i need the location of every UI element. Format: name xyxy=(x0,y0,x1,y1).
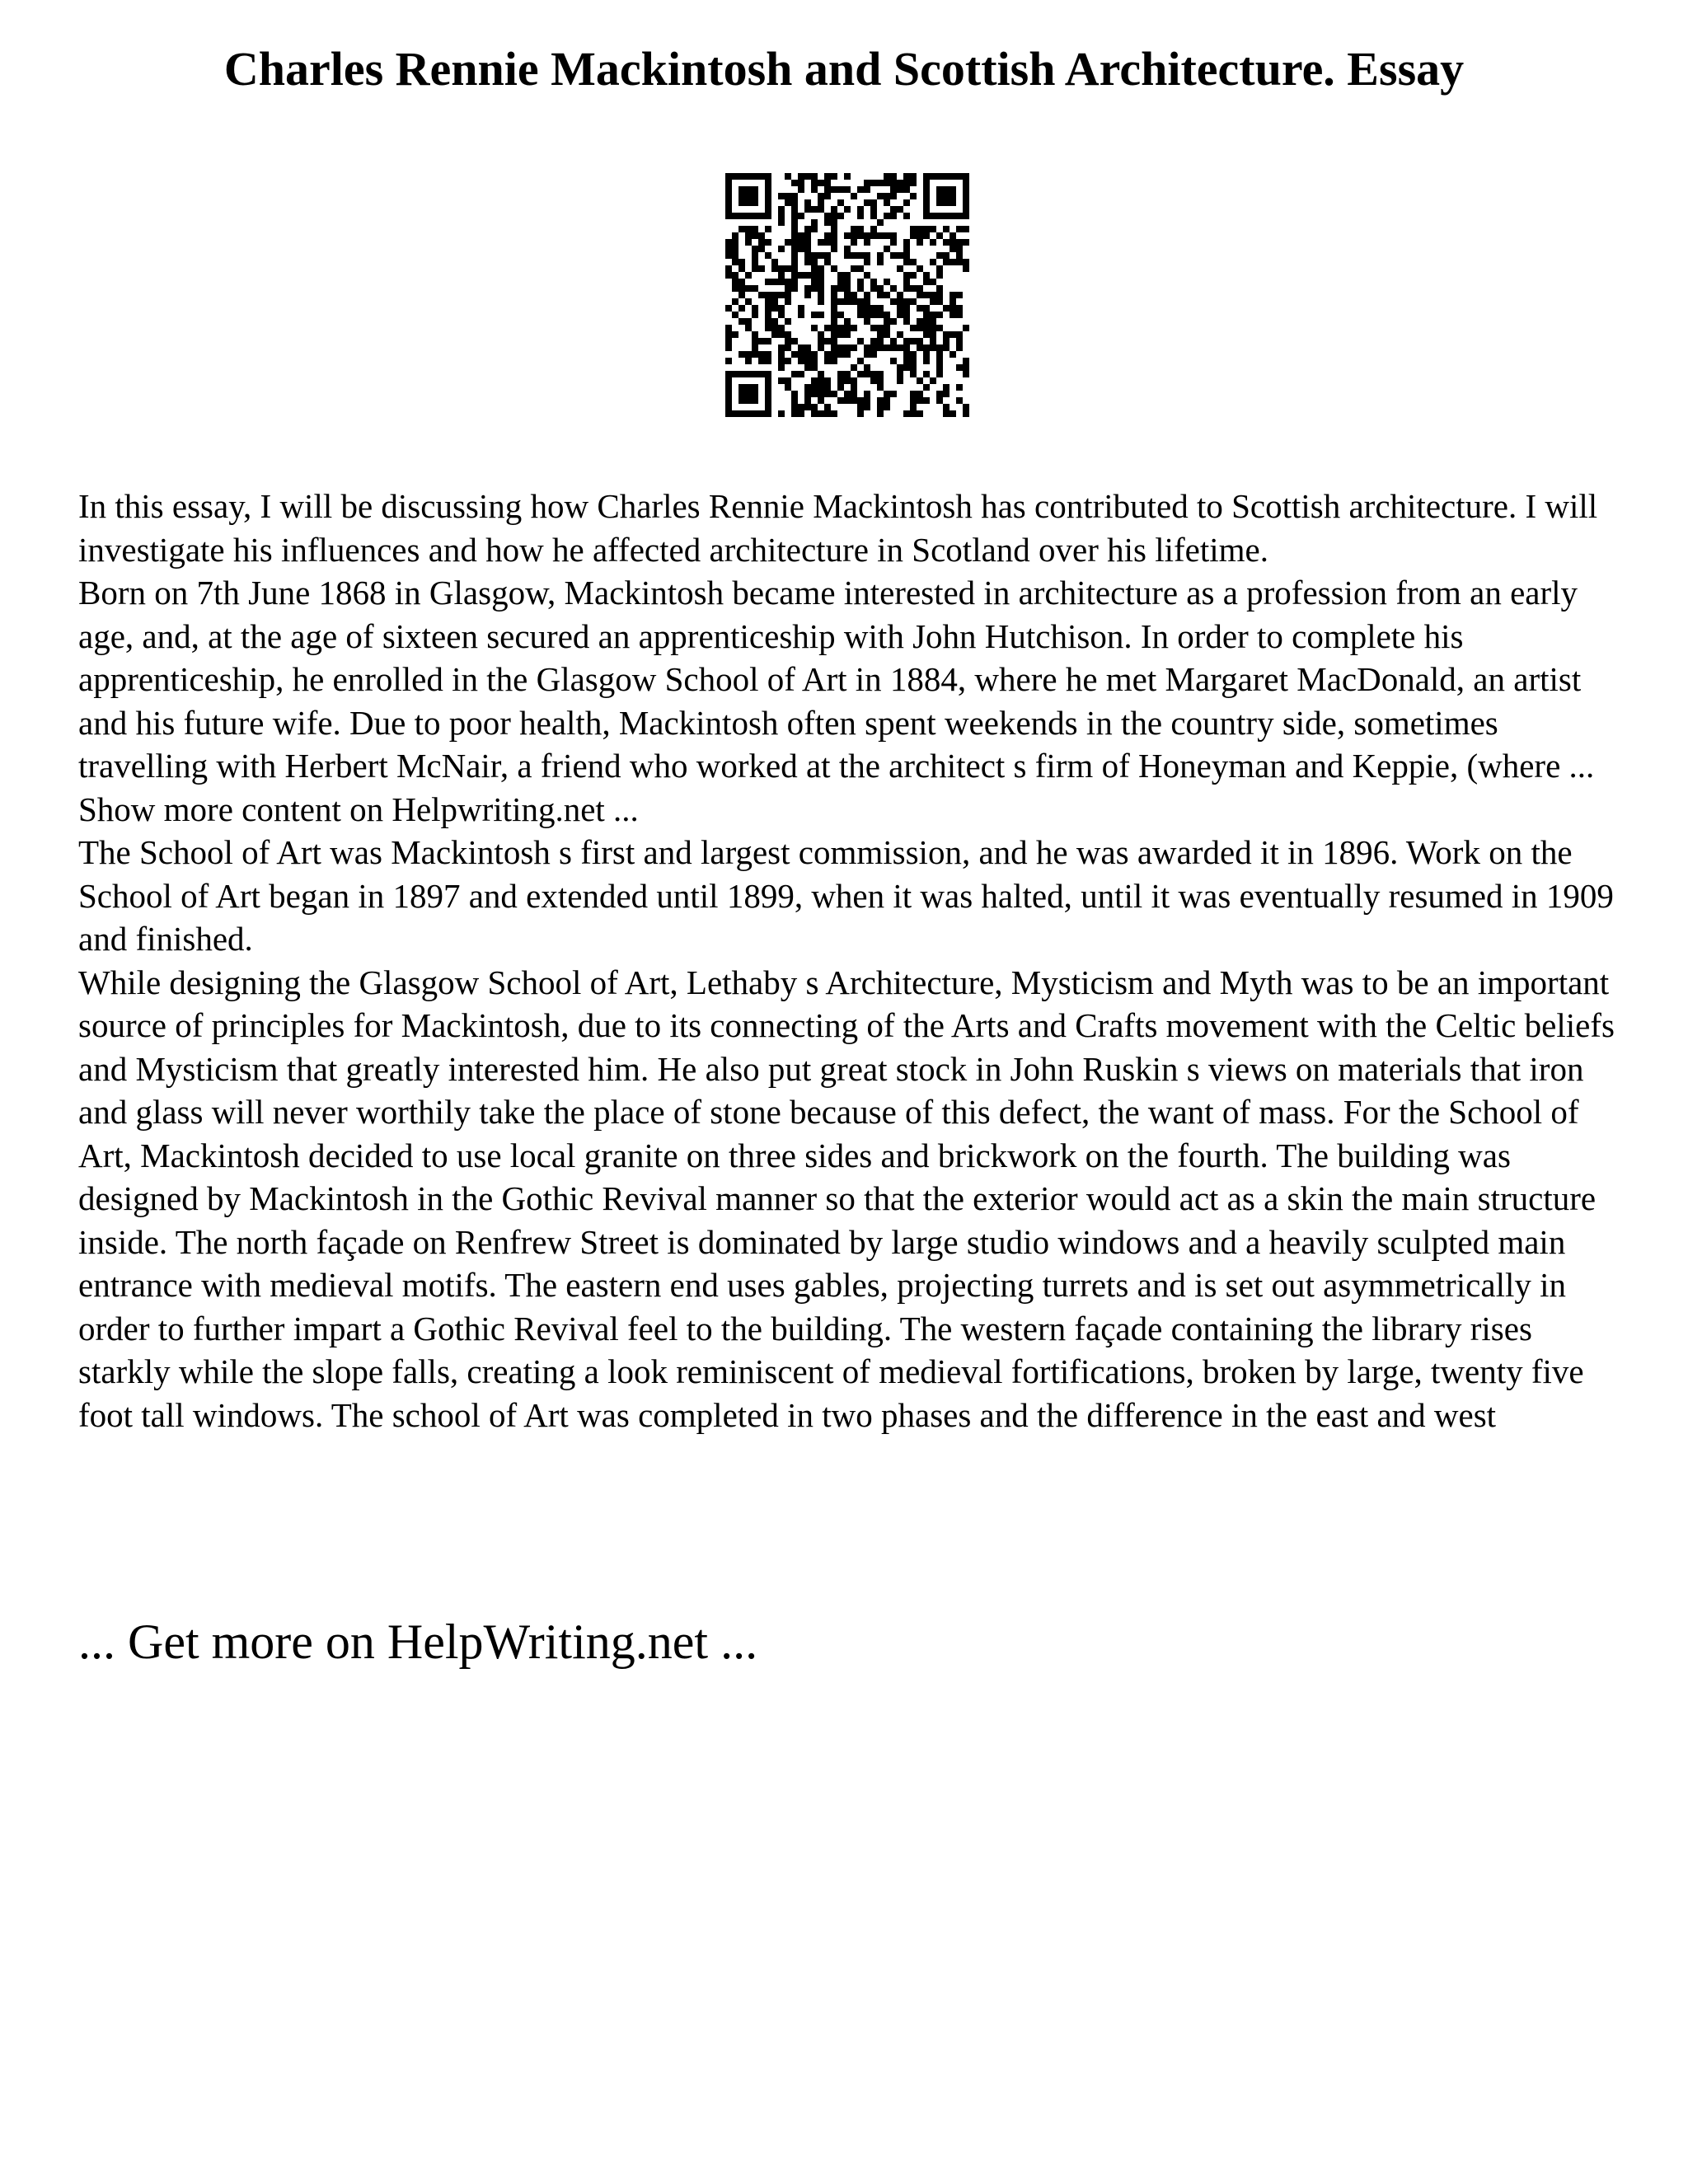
qr-code-icon xyxy=(725,173,969,417)
essay-paragraph: While designing the Glasgow School of Art, Lethaby s Architecture, Mysticism and Myth was to be an important source of principles for Mackintosh, due to its connecting of the Arts and Crafts movement with the Celtic beliefs and Mysticism that greatly interested him. He also put great stock in John Ruskin s views on materials that iron and glass will never worthily take the place of stone because of this defect, the want of mass. For the School of Art, Mackintosh decided to use local granite on three sides and brickwork on the fourth. The building was designed by Mackintosh in the Gothic Revival manner so that the exterior would act as a skin the main structure inside. The north façade on Renfrew Street is dominated by large studio windows and a heavily sculpted main entrance with medieval motifs. The eastern end uses gables, projecting turrets and is set out asymmetrically in order to further impart a Gothic Revival feel to the building. The western façade containing the library rises starkly while the slope falls, creating a look reminiscent of medieval fortifications, broken by large, twenty five foot tall windows. The school of Art was completed in two phases and the difference in the east and west xyxy=(78,963,1615,1434)
essay-body xyxy=(78,485,1628,1436)
essay-paragraph: Born on 7th June 1868 in Glasgow, Mackintosh became interested in architecture as a profession from an early age, and, at the age of sixteen secured an apprenticeship with John Hutchison. In order to complete his apprenticeship, he enrolled in the Glasgow School of Art in 1884, where he met Margaret MacDonald, an artist and his future wife. Due to poor health, Mackintosh often spent weekends in the country side, sometimes travelling with Herbert McNair, a friend who worked at the architect s firm of Honeyman and Keppie, (where ... Show more content on Helpwriting.net ... xyxy=(78,574,1595,828)
essay-paragraph: In this essay, I will be discussing how Charles Rennie Mackintosh has contributed to Scottish architecture. I will investigate his influences and how he affected architecture in Scotland over his lifetime. xyxy=(78,487,1598,569)
essay-paragraph: The School of Art was Mackintosh s first and largest commission, and he was awarded it in 1896. Work on the School of Art began in 1897 and extended until 1899, when it was halted, until it was eventually resumed in 1909 and finished. xyxy=(78,833,1614,958)
get-more-link[interactable]: ... Get more on HelpWriting.net ... xyxy=(78,1615,758,1669)
page-title: Charles Rennie Mackintosh and Scottish Architecture. Essay xyxy=(223,42,1465,96)
